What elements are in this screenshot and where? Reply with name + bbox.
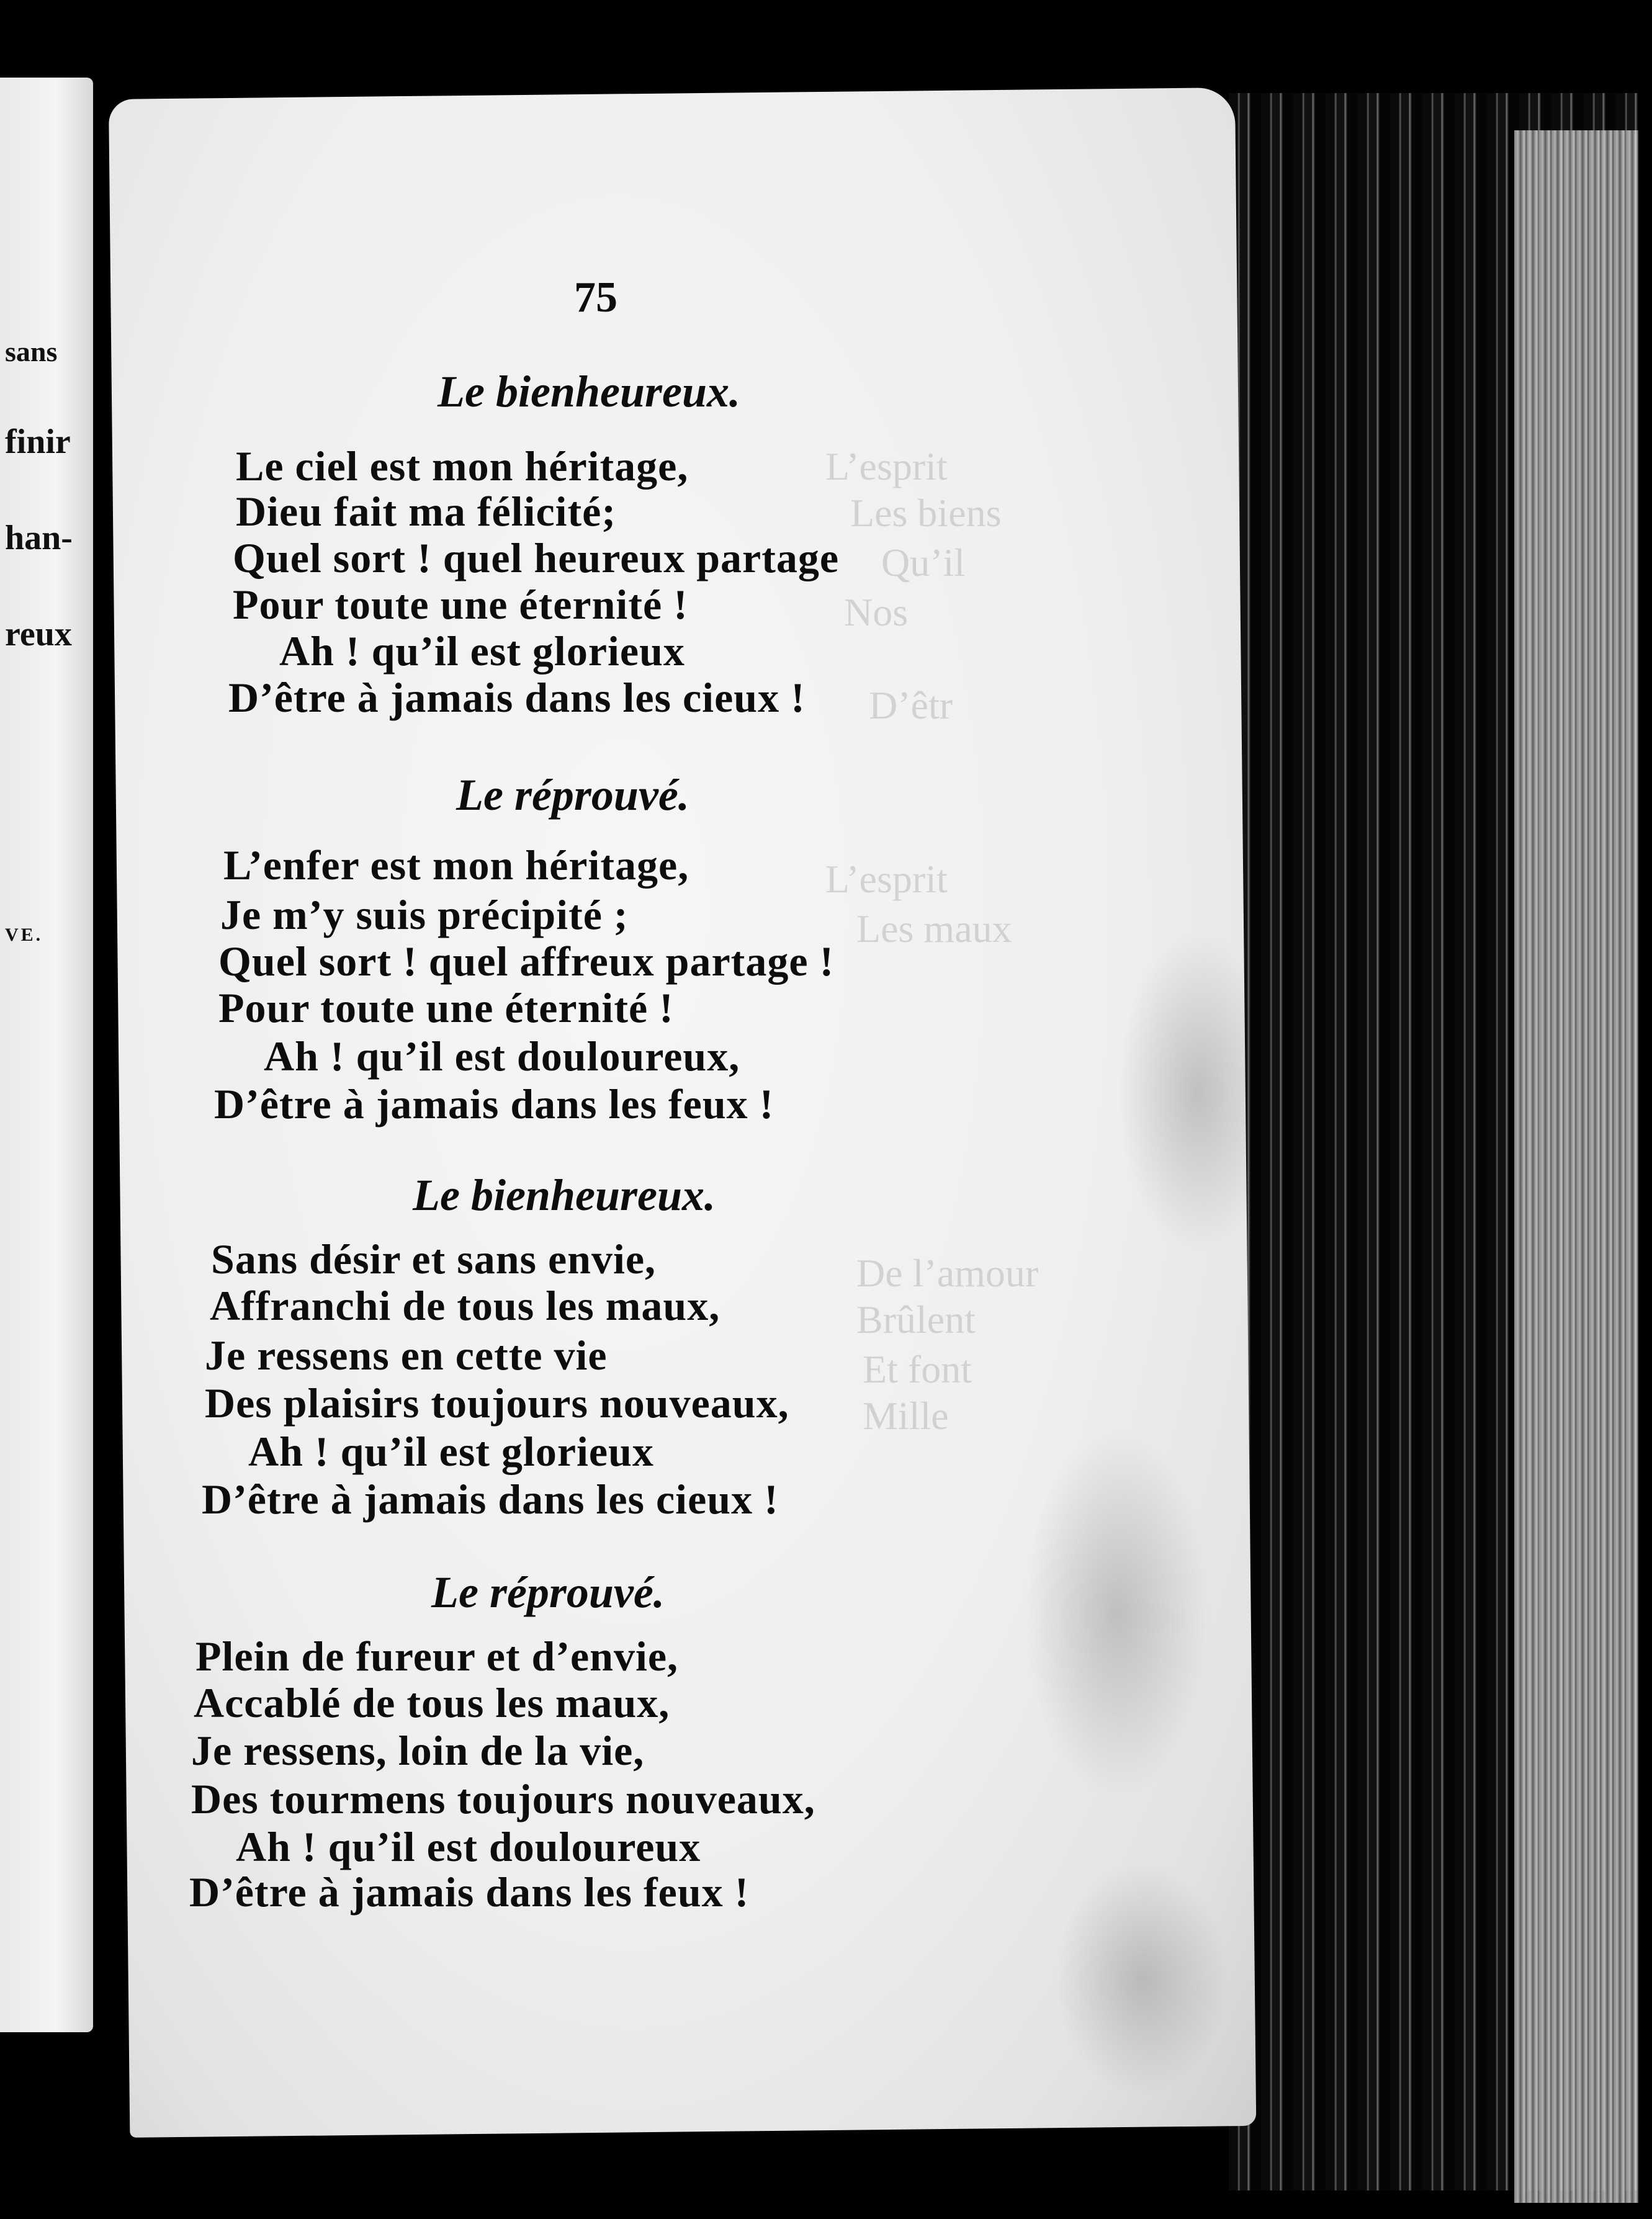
verse-line: Pour toute une éternité ! [218,984,674,1031]
verse-line: D’être à jamais dans les cieux ! [228,674,806,721]
verse-line: Des plaisirs toujours nouveaux, [205,1379,789,1427]
verse-line: Accablé de tous les maux, [194,1679,670,1726]
verse-line: Dieu fait ma félicité; [236,488,616,535]
verse-line: Affranchi de tous les maux, [210,1282,721,1329]
verse-line: Quel sort ! quel heureux partage [233,534,840,581]
left-page-word: finir [5,423,71,461]
left-page-word: han- [5,519,73,557]
verse-line: Ah ! qu’il est douloureux, [264,1033,740,1080]
verse-line: Ah ! qu’il est glorieux [279,627,685,675]
verse-line: Sans désir et sans envie, [211,1235,657,1283]
stanza-heading: Le réprouvé. [431,1567,665,1617]
verse-line: Pour toute une éternité ! [233,581,688,628]
left-page-word: reux [5,615,72,653]
stanza-heading: Le bienheureux. [413,1170,716,1220]
verse-line: Le ciel est mon héritage, [236,442,689,490]
verse-line: Des tourmens toujours nouveaux, [191,1775,815,1822]
page-number: 75 [574,274,617,321]
verse-line: L’enfer est mon héritage, [223,841,689,889]
stanza-heading: Le réprouvé. [456,770,689,820]
verse-line: Ah ! qu’il est glorieux [248,1428,654,1475]
verse-line: Je m’y suis précipité ; [220,891,629,938]
verse-line: D’être à jamais dans les feux ! [189,1868,750,1916]
verse-line: Quel sort ! quel affreux partage ! [218,938,835,985]
verse-line: Je ressens, loin de la vie, [191,1727,645,1774]
verse-line: D’être à jamais dans les feux ! [214,1080,774,1127]
verse-line: D’être à jamais dans les cieux ! [202,1476,779,1523]
stanza-heading: Le bienheureux. [438,367,741,416]
verse-line: Je ressens en cette vie [205,1332,608,1379]
verse-line: Plein de fureur et d’envie, [195,1633,679,1680]
verse-line: Ah ! qu’il est douloureux [236,1823,701,1870]
left-page-word: sans [5,336,58,367]
left-page-word: VE. [5,925,43,945]
